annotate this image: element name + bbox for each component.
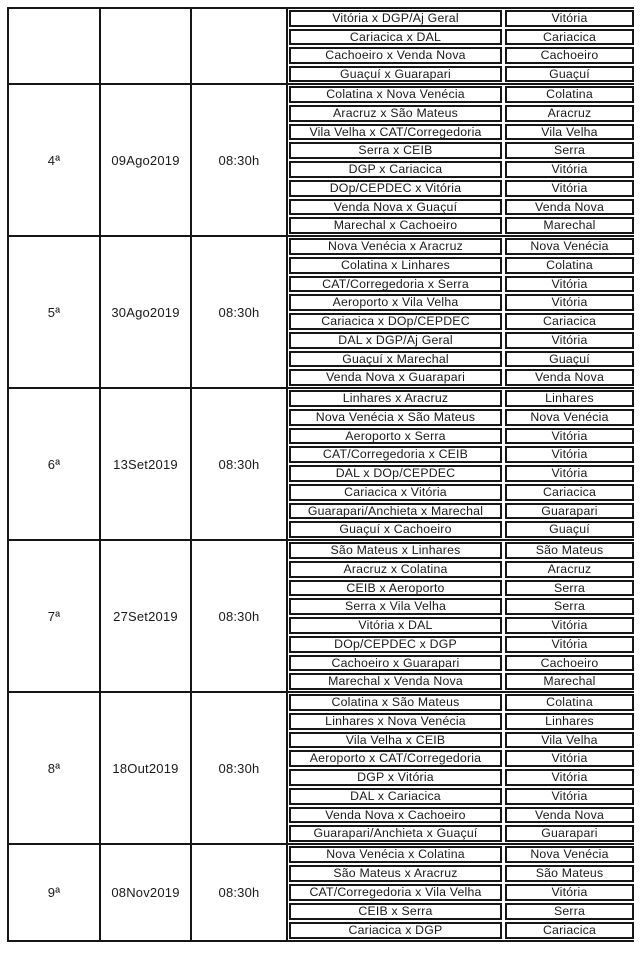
round-date-cell — [101, 85, 192, 235]
match-venue: Serra — [505, 598, 634, 615]
round-time: 08:30h — [218, 608, 260, 624]
match-venue: Linhares — [505, 713, 634, 730]
match-venue: Aracruz — [505, 105, 634, 122]
match-fixture: Guaçuí x Cachoeiro — [289, 521, 502, 538]
match-venue: São Mateus — [505, 865, 634, 882]
round-number-cell — [9, 389, 101, 539]
match-row — [289, 579, 634, 598]
round-date-cell — [101, 237, 192, 387]
round-date-cell — [101, 693, 192, 843]
round-time-cell — [192, 845, 288, 940]
round-time-cell — [192, 237, 288, 387]
match-fixture: Marechal x Cachoeiro — [289, 217, 502, 234]
round-section — [9, 85, 634, 237]
match-row — [289, 824, 634, 843]
round-time: 08:30h — [218, 760, 260, 776]
match-fixture: Guaçuí x Marechal — [289, 351, 502, 368]
match-row — [289, 256, 634, 275]
match-venue: Cariacica — [505, 922, 634, 939]
match-row — [289, 654, 634, 673]
match-fixture: Cariacica x DGP — [289, 922, 502, 939]
match-fixture: Aeroporto x Vila Velha — [289, 294, 502, 311]
round-time-cell — [192, 9, 288, 83]
matches-column — [288, 237, 634, 387]
match-fixture: DAL x DGP/Aj Geral — [289, 332, 502, 349]
match-row — [289, 179, 634, 198]
match-fixture: Cariacica x Vitória — [289, 484, 502, 501]
match-fixture: Guaçuí x Guarapari — [289, 66, 502, 83]
match-venue: Vitória — [505, 10, 634, 27]
round-date-cell — [101, 541, 192, 691]
round-section — [9, 9, 634, 85]
match-row — [289, 237, 634, 256]
match-venue: Vitória — [505, 788, 634, 805]
match-venue: Vitória — [505, 332, 634, 349]
match-row — [289, 368, 634, 387]
match-fixture: Aracruz x Colatina — [289, 561, 502, 578]
match-fixture: Venda Nova x Guaçuí — [289, 199, 502, 216]
match-row — [289, 731, 634, 750]
round-number-cell — [9, 237, 101, 387]
match-row — [289, 293, 634, 312]
round-section — [9, 845, 634, 940]
match-row — [289, 635, 634, 654]
match-fixture: Aracruz x São Mateus — [289, 105, 502, 122]
match-row — [289, 141, 634, 160]
match-fixture: Guarapari/Anchieta x Marechal — [289, 503, 502, 520]
match-row — [289, 464, 634, 483]
match-venue: Guaçuí — [505, 351, 634, 368]
match-venue: Nova Venécia — [505, 238, 634, 255]
round-number-cell — [9, 541, 101, 691]
match-fixture: Linhares x Aracruz — [289, 390, 502, 407]
match-row — [289, 216, 634, 235]
match-row — [289, 104, 634, 123]
match-fixture: Colatina x Linhares — [289, 257, 502, 274]
match-venue: Vitória — [505, 636, 634, 653]
round-section — [9, 237, 634, 389]
match-venue: Vitória — [505, 750, 634, 767]
match-venue: Vitória — [505, 617, 634, 634]
match-fixture: Colatina x Nova Venécia — [289, 86, 502, 103]
matches-column — [288, 85, 634, 235]
match-row — [289, 65, 634, 84]
match-fixture: DAL x DOp/CEPDEC — [289, 465, 502, 482]
match-fixture: Nova Venécia x São Mateus — [289, 409, 502, 426]
match-venue: Guarapari — [505, 503, 634, 520]
round-section — [9, 693, 634, 845]
round-number: 5ª — [47, 304, 61, 320]
match-fixture: CAT/Corregedoria x CEIB — [289, 446, 502, 463]
match-fixture: Cachoeiro x Guarapari — [289, 655, 502, 672]
match-venue: Venda Nova — [505, 807, 634, 824]
match-row — [289, 160, 634, 179]
round-number-cell — [9, 845, 101, 940]
round-date: 27Set2019 — [113, 608, 178, 624]
match-venue: Vitória — [505, 180, 634, 197]
round-time-cell — [192, 541, 288, 691]
match-fixture: Aeroporto x CAT/Corregedoria — [289, 750, 502, 767]
match-row — [289, 445, 634, 464]
match-fixture: Linhares x Nova Venécia — [289, 713, 502, 730]
match-venue: Serra — [505, 903, 634, 920]
match-fixture: Venda Nova x Cachoeiro — [289, 807, 502, 824]
match-venue: Vitória — [505, 769, 634, 786]
match-fixture: Marechal x Venda Nova — [289, 673, 502, 690]
match-fixture: Serra x CEIB — [289, 142, 502, 159]
match-fixture: Cachoeiro x Venda Nova — [289, 47, 502, 64]
matches-column — [288, 541, 634, 691]
match-row — [289, 902, 634, 921]
match-fixture: DGP x Cariacica — [289, 161, 502, 178]
round-date-cell — [101, 389, 192, 539]
match-row — [289, 46, 634, 65]
match-row — [289, 275, 634, 294]
match-fixture: Nova Venécia x Colatina — [289, 846, 502, 863]
match-row — [289, 768, 634, 787]
matches-column — [288, 693, 634, 843]
match-row — [289, 845, 634, 864]
match-row — [289, 864, 634, 883]
match-fixture: São Mateus x Linhares — [289, 542, 502, 559]
match-fixture: Vitória x DGP/Aj Geral — [289, 10, 502, 27]
match-venue: Nova Venécia — [505, 846, 634, 863]
round-date: 13Set2019 — [113, 456, 178, 472]
match-row — [289, 350, 634, 369]
match-row — [289, 483, 634, 502]
match-venue: Vitória — [505, 428, 634, 445]
match-fixture: Aeroporto x Serra — [289, 428, 502, 445]
match-row — [289, 597, 634, 616]
round-date: 30Ago2019 — [111, 304, 180, 320]
match-venue: Colatina — [505, 694, 634, 711]
round-time: 08:30h — [218, 885, 260, 900]
match-fixture: Serra x Vila Velha — [289, 598, 502, 615]
match-venue: Aracruz — [505, 561, 634, 578]
match-venue: Colatina — [505, 257, 634, 274]
round-date: 18Out2019 — [112, 760, 179, 776]
match-venue: Cariacica — [505, 484, 634, 501]
round-date-cell — [101, 9, 192, 83]
match-venue: Linhares — [505, 390, 634, 407]
match-fixture: DGP x Vitória — [289, 769, 502, 786]
match-fixture: Vitória x DAL — [289, 617, 502, 634]
round-date-cell — [101, 845, 192, 940]
match-row — [289, 389, 634, 408]
match-venue: Guaçuí — [505, 521, 634, 538]
matches-column — [288, 389, 634, 539]
match-row — [289, 28, 634, 47]
match-venue: Vila Velha — [505, 732, 634, 749]
round-date: 08Nov2019 — [111, 885, 180, 900]
match-venue: Vitória — [505, 276, 634, 293]
match-row — [289, 749, 634, 768]
match-row — [289, 312, 634, 331]
match-venue: São Mateus — [505, 542, 634, 559]
round-date: 09Ago2019 — [111, 152, 180, 168]
round-time-cell — [192, 693, 288, 843]
match-venue: Nova Venécia — [505, 409, 634, 426]
round-time: 08:30h — [218, 456, 260, 472]
round-time-cell — [192, 389, 288, 539]
round-number: 9ª — [47, 885, 61, 900]
match-fixture: Venda Nova x Guarapari — [289, 369, 502, 386]
match-venue: Vitória — [505, 294, 634, 311]
match-fixture: Vila Velha x CEIB — [289, 732, 502, 749]
match-venue: Venda Nova — [505, 369, 634, 386]
match-row — [289, 672, 634, 691]
match-fixture: DAL x Cariacica — [289, 788, 502, 805]
match-row — [289, 616, 634, 635]
match-fixture: São Mateus x Aracruz — [289, 865, 502, 882]
match-row — [289, 331, 634, 350]
match-venue: Vitória — [505, 446, 634, 463]
match-venue: Vitória — [505, 884, 634, 901]
match-row — [289, 560, 634, 579]
match-venue: Cachoeiro — [505, 655, 634, 672]
match-row — [289, 85, 634, 104]
round-time: 08:30h — [218, 304, 260, 320]
matches-column — [288, 9, 634, 83]
round-number: 6ª — [47, 456, 61, 472]
match-fixture: DOp/CEPDEC x DGP — [289, 636, 502, 653]
match-fixture: Cariacica x DOp/CEPDEC — [289, 313, 502, 330]
round-section — [9, 541, 634, 693]
schedule-table — [7, 7, 634, 942]
match-venue: Vila Velha — [505, 124, 634, 141]
match-row — [289, 408, 634, 427]
match-venue: Serra — [505, 142, 634, 159]
match-venue: Cariacica — [505, 29, 634, 46]
round-section — [9, 389, 634, 541]
match-fixture: CEIB x Serra — [289, 903, 502, 920]
match-fixture: CAT/Corregedoria x Vila Velha — [289, 884, 502, 901]
matches-column — [288, 845, 634, 940]
match-fixture: CEIB x Aeroporto — [289, 580, 502, 597]
match-row — [289, 541, 634, 560]
round-time-cell — [192, 85, 288, 235]
round-number-cell — [9, 85, 101, 235]
round-number: 8ª — [47, 760, 61, 776]
match-row — [289, 520, 634, 539]
round-number-cell — [9, 693, 101, 843]
match-venue: Colatina — [505, 86, 634, 103]
match-venue: Guaçuí — [505, 66, 634, 83]
round-number: 4ª — [47, 152, 61, 168]
match-venue: Guarapari — [505, 825, 634, 842]
round-number-cell — [9, 9, 101, 83]
match-venue: Vitória — [505, 161, 634, 178]
match-venue: Venda Nova — [505, 199, 634, 216]
match-row — [289, 427, 634, 446]
match-row — [289, 787, 634, 806]
match-fixture: Nova Venécia x Aracruz — [289, 238, 502, 255]
round-number: 7ª — [47, 608, 61, 624]
match-fixture: Vila Velha x CAT/Corregedoria — [289, 124, 502, 141]
match-row — [289, 502, 634, 521]
match-fixture: Colatina x São Mateus — [289, 694, 502, 711]
match-row — [289, 123, 634, 142]
match-fixture: DOp/CEPDEC x Vitória — [289, 180, 502, 197]
match-row — [289, 712, 634, 731]
match-row — [289, 883, 634, 902]
match-row — [289, 9, 634, 28]
match-row — [289, 806, 634, 825]
round-time: 08:30h — [218, 152, 260, 168]
match-venue: Serra — [505, 580, 634, 597]
match-fixture: Cariacica x DAL — [289, 29, 502, 46]
match-venue: Marechal — [505, 673, 634, 690]
match-row — [289, 921, 634, 940]
match-venue: Marechal — [505, 217, 634, 234]
match-row — [289, 693, 634, 712]
match-venue: Cachoeiro — [505, 47, 634, 64]
match-fixture: Guarapari/Anchieta x Guaçuí — [289, 825, 502, 842]
match-row — [289, 198, 634, 217]
match-venue: Cariacica — [505, 313, 634, 330]
match-venue: Vitória — [505, 465, 634, 482]
match-fixture: CAT/Corregedoria x Serra — [289, 276, 502, 293]
